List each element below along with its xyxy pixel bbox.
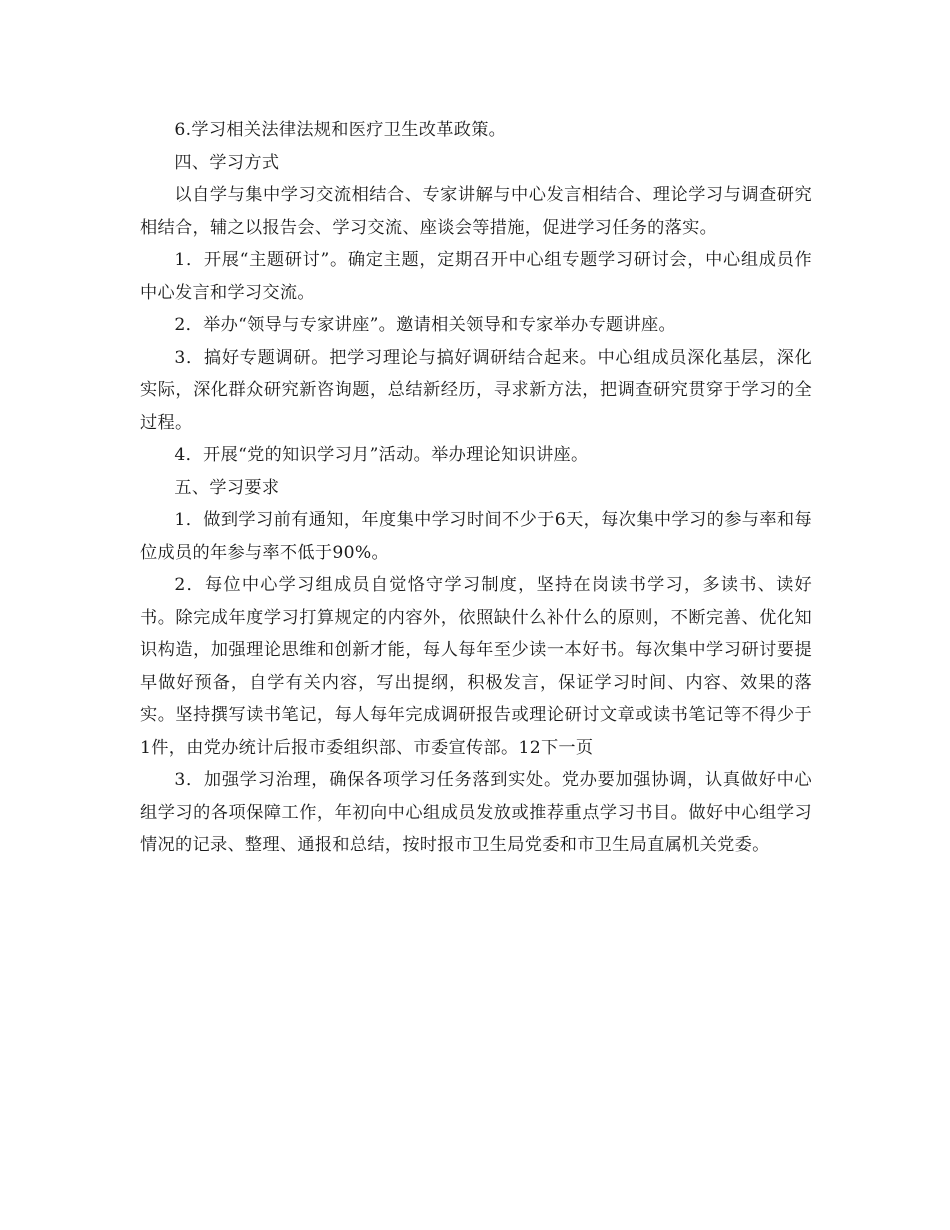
paragraph-method-2: 2．举办“领导与专家讲座”。邀请相关领导和专家举办专题讲座。 (174, 315, 676, 335)
paragraph-method-3: 3．搞好专题调研。把学习理论与搞好调研结合起来。中心组成员深化基层，深化实际，深化群众研究新咨询题，总结新经历，寻求新方法，把调查研究贯穿于学习的全过程。 (140, 347, 812, 433)
paragraph-requirement-2: 2．每位中心学习组成员自觉恪守学习制度，坚持在岗读书学习，多读书、读好书。除完成年度学习打算规定的内容外，依照缺什么补什么的原则，不断完善、优化知识构造，加强理论思维和创新才能，每人每年至少读一本好书。每次集中学习研讨要提早做好预备，自学有关内容，写出提纲，积极发言，保证学习时间、内容、效果的落实。坚持撰写读书笔记，每人每年完成调研报告或理论研讨文章或读书笔记等不得少于1件，由党办统计后报市委组织部、市委宣传部。12下一页 (140, 575, 812, 758)
paragraph-item-6: 6.学习相关法律法规和医疗卫生改革政策。 (174, 120, 507, 140)
paragraph-requirement-1: 1．做到学习前有通知，年度集中学习时间不少于6天，每次集中学习的参与率和每位成员的年参与率不低于90%。 (140, 510, 812, 563)
paragraph-method-4: 4．开展“党的知识学习月”活动。举办理论知识讲座。 (174, 445, 589, 465)
paragraph-method-1: 1．开展“主题研讨”。确定主题，定期召开中心组专题学习研讨会，中心组成员作中心发言和学习交流。 (140, 250, 812, 303)
paragraph-requirement-3: 3．加强学习治理，确保各项学习任务落到实处。党办要加强协调，认真做好中心组学习的各项保障工作，年初向中心组成员发放或推荐重点学习书目。做好中心组学习情况的记录、整理、通报和总结，按时报市卫生局党委和市卫生局直属机关党委。 (140, 770, 812, 855)
paragraph-study-methods-intro: 以自学与集中学习交流相结合、专家讲解与中心发言相结合、理论学习与调查研究相结合，辅之以报告会、学习交流、座谈会等措施，促进学习任务的落实。 (140, 185, 812, 238)
section-heading-study-methods: 四、学习方式 (174, 152, 280, 173)
section-heading-study-requirements: 五、学习要求 (174, 477, 280, 498)
document-body (140, 114, 812, 862)
